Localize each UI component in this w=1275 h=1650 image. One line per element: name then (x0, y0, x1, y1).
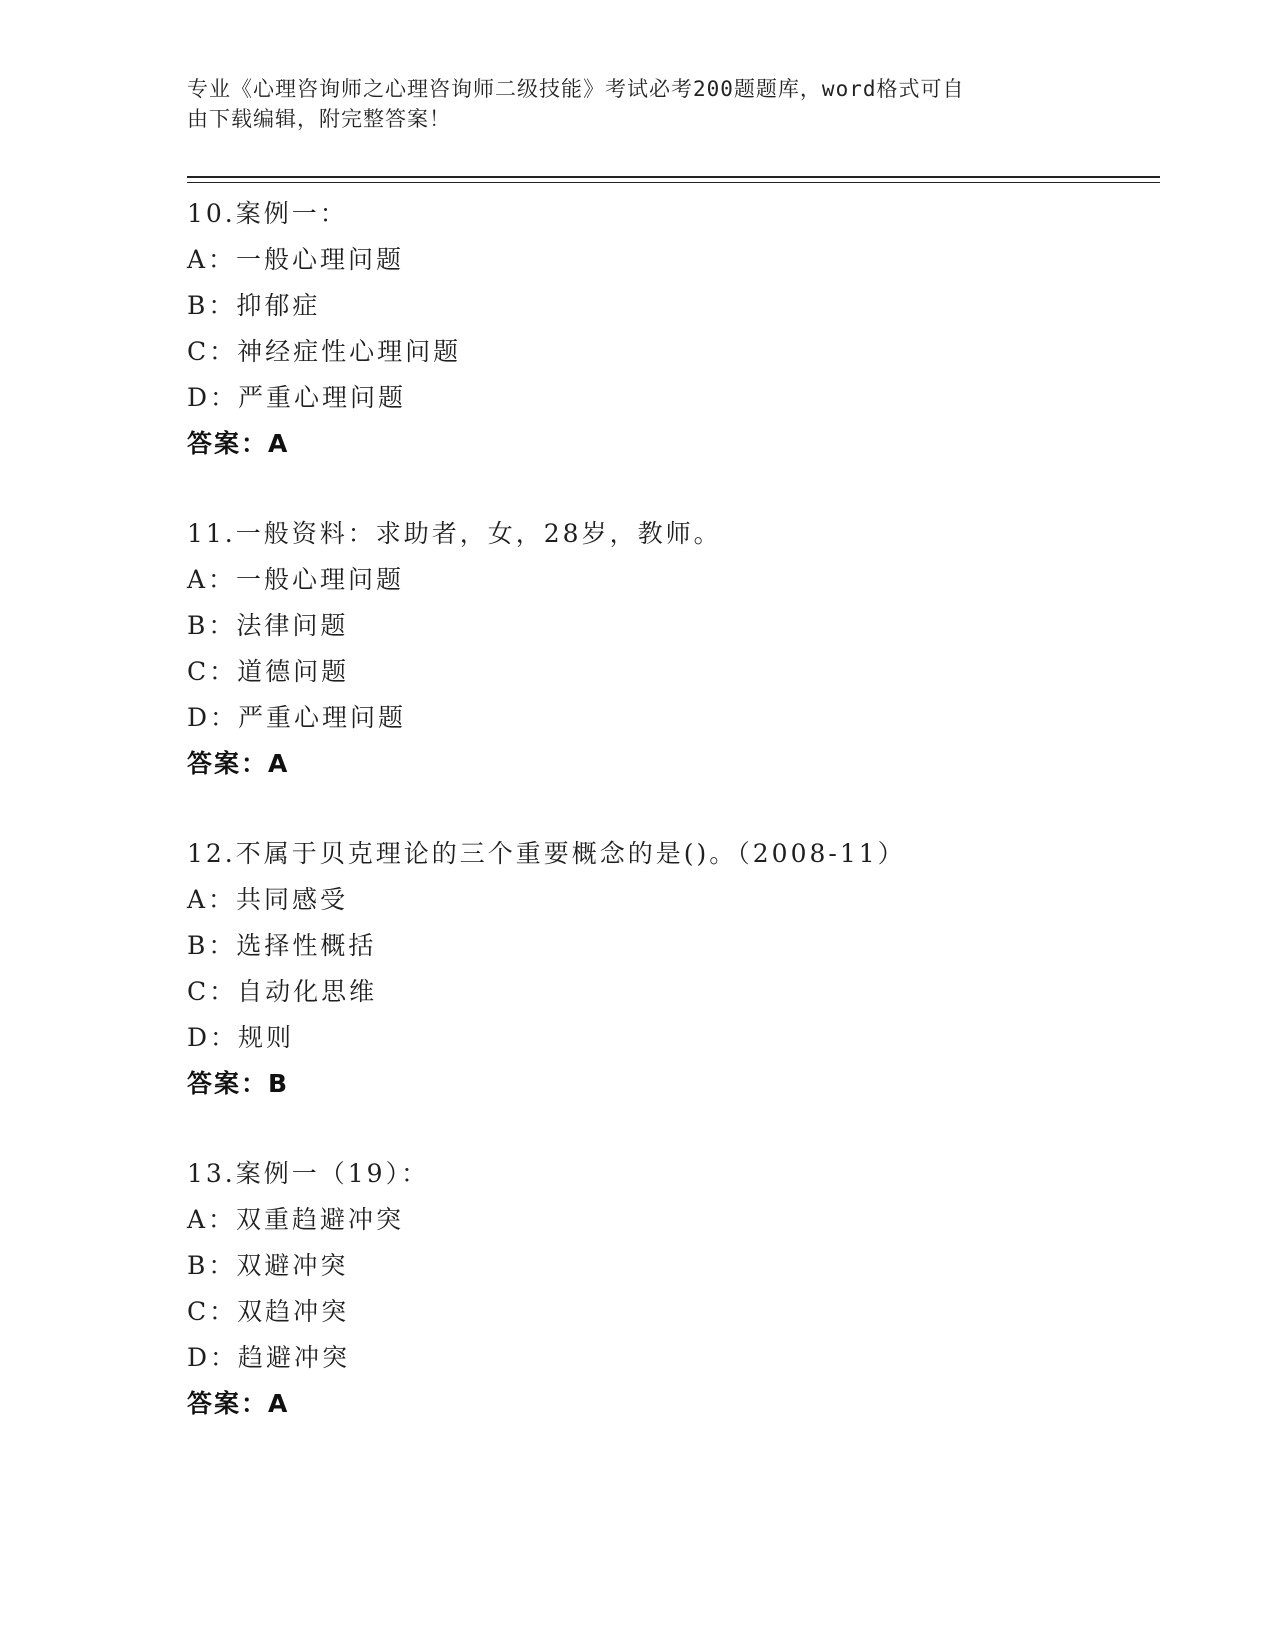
answer-line: 答案：A (187, 429, 290, 458)
question-stem: 10.案例一： (187, 199, 348, 228)
question-stem: 11.一般资料：求助者，女，28岁，教师。 (187, 519, 722, 548)
option-c: C：道德问题 (187, 657, 350, 686)
option-b: B：双避冲突 (187, 1251, 349, 1280)
question-stem: 13.案例一（19）： (187, 1159, 430, 1188)
option-b: B：法律问题 (187, 611, 349, 640)
answer-line: 答案：B (187, 1069, 290, 1098)
answer-line: 答案：A (187, 749, 290, 778)
header-divider-thick (187, 176, 1160, 178)
question-10 (187, 191, 1167, 467)
option-c: C：神经症性心理问题 (187, 337, 462, 366)
option-d: D：趋避冲突 (187, 1343, 351, 1372)
question-stem: 12.不属于贝克理论的三个重要概念的是()。（2008-11） (187, 839, 906, 868)
option-b: B：抑郁症 (187, 291, 321, 320)
option-d: D：严重心理问题 (187, 703, 407, 732)
question-13 (187, 1151, 1167, 1427)
question-12 (187, 831, 1167, 1107)
option-c: C：自动化思维 (187, 977, 378, 1006)
option-b: B：选择性概括 (187, 931, 377, 960)
question-11 (187, 511, 1167, 787)
header-line-2: 由下载编辑，附完整答案！ (187, 107, 451, 131)
header-divider-thin (187, 182, 1160, 183)
option-a: A：一般心理问题 (187, 245, 405, 274)
document-header (187, 74, 1087, 134)
option-a: A：双重趋避冲突 (187, 1205, 405, 1234)
option-a: A：一般心理问题 (187, 565, 405, 594)
answer-line: 答案：A (187, 1389, 290, 1418)
option-a: A：共同感受 (187, 885, 349, 914)
option-d: D：规则 (187, 1023, 295, 1052)
question-list (187, 191, 1167, 1471)
header-line-1: 专业《心理咨询师之心理咨询师二级技能》考试必考200题题库，word格式可自 (187, 77, 965, 101)
option-c: C：双趋冲突 (187, 1297, 350, 1326)
option-d: D：严重心理问题 (187, 383, 407, 412)
